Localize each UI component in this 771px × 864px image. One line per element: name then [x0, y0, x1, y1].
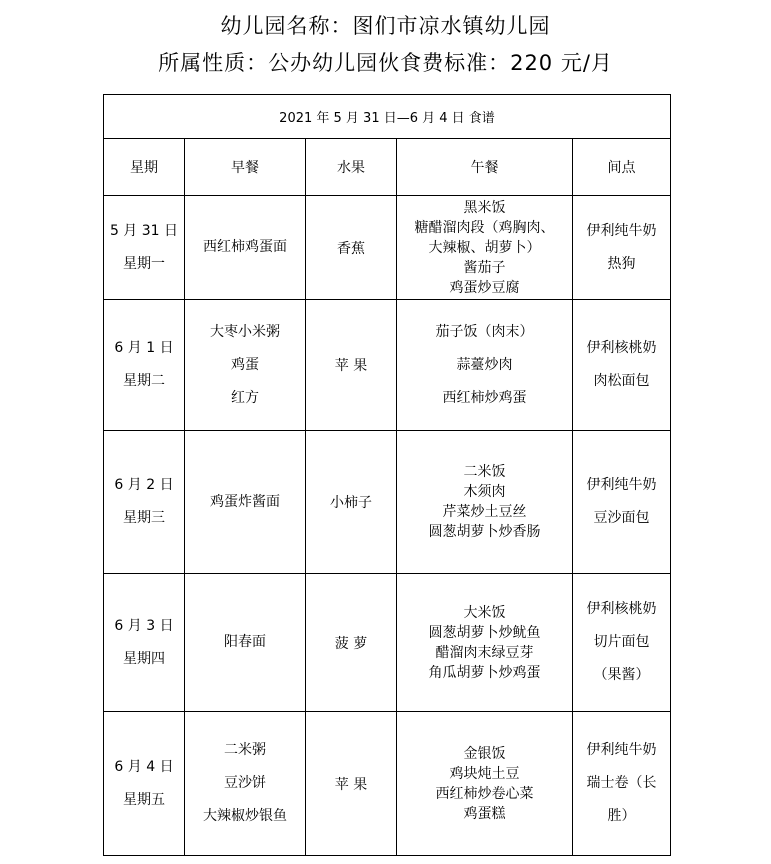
lunch-item: 西红柿炒鸡蛋 — [442, 389, 527, 406]
snack-item: 伊利纯牛奶 — [586, 742, 657, 758]
lunch-item: 西红柿炒卷心菜 — [435, 785, 534, 802]
column-header: 午餐 — [397, 139, 573, 196]
lunch-item: 蒜薹炒肉 — [456, 356, 513, 373]
snack-item: 伊利核桃奶 — [586, 601, 657, 617]
lunch-cell — [397, 431, 573, 574]
breakfast-item: 二米粥 — [224, 742, 266, 758]
weekday-text: 星期四 — [123, 650, 165, 667]
lunch-cell — [397, 574, 573, 712]
lunch-item: 茄子饭（肉末） — [435, 323, 534, 340]
kindergarten-name: 幼儿园名称：图们市凉水镇幼儿园 — [220, 14, 551, 38]
breakfast-cell — [185, 431, 306, 574]
breakfast-cell — [185, 712, 306, 856]
weekday-text: 星期三 — [123, 510, 165, 526]
weekday-text: 星期五 — [123, 791, 165, 808]
snack-cell — [573, 431, 671, 574]
lunch-item: 醋溜肉末绿豆芽 — [435, 644, 534, 661]
table-row — [104, 574, 671, 712]
lunch-item: 鸡蛋糕 — [463, 805, 506, 822]
weekday-text: 星期二 — [123, 373, 165, 389]
column-header: 早餐 — [185, 139, 306, 196]
day-cell — [104, 196, 185, 300]
column-header: 星期 — [104, 139, 185, 196]
day-cell — [104, 431, 185, 574]
breakfast-item: 鸡蛋炸酱面 — [210, 493, 280, 510]
snack-item: 伊利纯牛奶 — [586, 222, 657, 239]
snack-item: 瑞士卷（长 — [586, 775, 657, 791]
header-row — [104, 139, 671, 196]
snack-item: 肉松面包 — [593, 373, 650, 389]
snack-item: 伊利纯牛奶 — [586, 477, 657, 493]
snack-item: （果酱） — [593, 667, 650, 683]
snack-item: 伊利核桃奶 — [586, 340, 657, 356]
fruit-cell: 苹 果 — [306, 712, 397, 856]
table-row — [104, 300, 671, 431]
lunch-item: 鸡块炖土豆 — [449, 765, 520, 782]
menu-table — [103, 94, 671, 856]
breakfast-cell — [185, 574, 306, 712]
date-text: 6 月 3 日 — [114, 617, 174, 634]
lunch-item: 酱茄子 — [463, 259, 506, 276]
column-header: 间点 — [573, 139, 671, 196]
breakfast-item: 大辣椒炒银鱼 — [203, 808, 287, 824]
lunch-item: 大米饭 — [463, 604, 506, 621]
date-text: 6 月 2 日 — [114, 477, 174, 493]
fee-standard: 所属性质：公办幼儿园伙食费标准：220 元/月 — [158, 51, 613, 75]
breakfast-item: 阳春面 — [224, 634, 266, 650]
lunch-item: 圆葱胡萝卜炒鱿鱼 — [428, 624, 541, 641]
fruit-cell: 香蕉 — [306, 196, 397, 300]
snack-item: 胜） — [607, 808, 636, 824]
lunch-item: 芹菜炒土豆丝 — [442, 504, 527, 520]
lunch-item: 大辣椒、胡萝卜） — [428, 239, 541, 256]
breakfast-cell — [185, 196, 306, 300]
lunch-item: 糖醋溜肉段（鸡胸肉、 — [414, 219, 555, 236]
fruit-cell: 菠 萝 — [306, 574, 397, 712]
breakfast-item: 西红柿鸡蛋面 — [203, 239, 287, 255]
snack-cell — [573, 574, 671, 712]
snack-cell — [573, 300, 671, 431]
snack-item: 热狗 — [607, 255, 636, 272]
lunch-item: 圆葱胡萝卜炒香肠 — [428, 524, 541, 540]
lunch-item: 木须肉 — [463, 484, 506, 500]
weekday-text: 星期一 — [123, 255, 165, 272]
table-row — [104, 431, 671, 574]
lunch-item: 金银饭 — [463, 745, 506, 762]
date-text: 6 月 4 日 — [114, 758, 174, 775]
snack-cell — [573, 196, 671, 300]
lunch-cell — [397, 196, 573, 300]
column-header: 水果 — [306, 139, 397, 196]
date-text: 5 月 31 日 — [109, 222, 179, 239]
lunch-cell — [397, 300, 573, 431]
lunch-item: 鸡蛋炒豆腐 — [449, 279, 520, 296]
table-row — [104, 196, 671, 300]
breakfast-cell — [185, 300, 306, 431]
date-text: 6 月 1 日 — [114, 340, 174, 356]
lunch-item: 二米饭 — [463, 464, 506, 480]
snack-item: 切片面包 — [593, 634, 650, 650]
day-cell — [104, 300, 185, 431]
snack-item: 豆沙面包 — [593, 510, 650, 526]
breakfast-item: 鸡蛋 — [231, 356, 259, 373]
table-row — [104, 712, 671, 856]
fruit-cell: 小柿子 — [306, 431, 397, 574]
breakfast-item: 豆沙饼 — [224, 775, 266, 791]
fruit-cell: 苹 果 — [306, 300, 397, 431]
menu-caption: 2021 年 5 月 31 日—6 月 4 日 食谱 — [104, 95, 671, 139]
breakfast-item: 红方 — [231, 389, 259, 406]
snack-cell — [573, 712, 671, 856]
lunch-cell — [397, 712, 573, 856]
lunch-item: 黑米饭 — [463, 199, 506, 216]
breakfast-item: 大枣小米粥 — [210, 323, 280, 340]
caption-row — [104, 95, 671, 139]
day-cell — [104, 574, 185, 712]
lunch-item: 角瓜胡萝卜炒鸡蛋 — [428, 664, 541, 681]
day-cell — [104, 712, 185, 856]
